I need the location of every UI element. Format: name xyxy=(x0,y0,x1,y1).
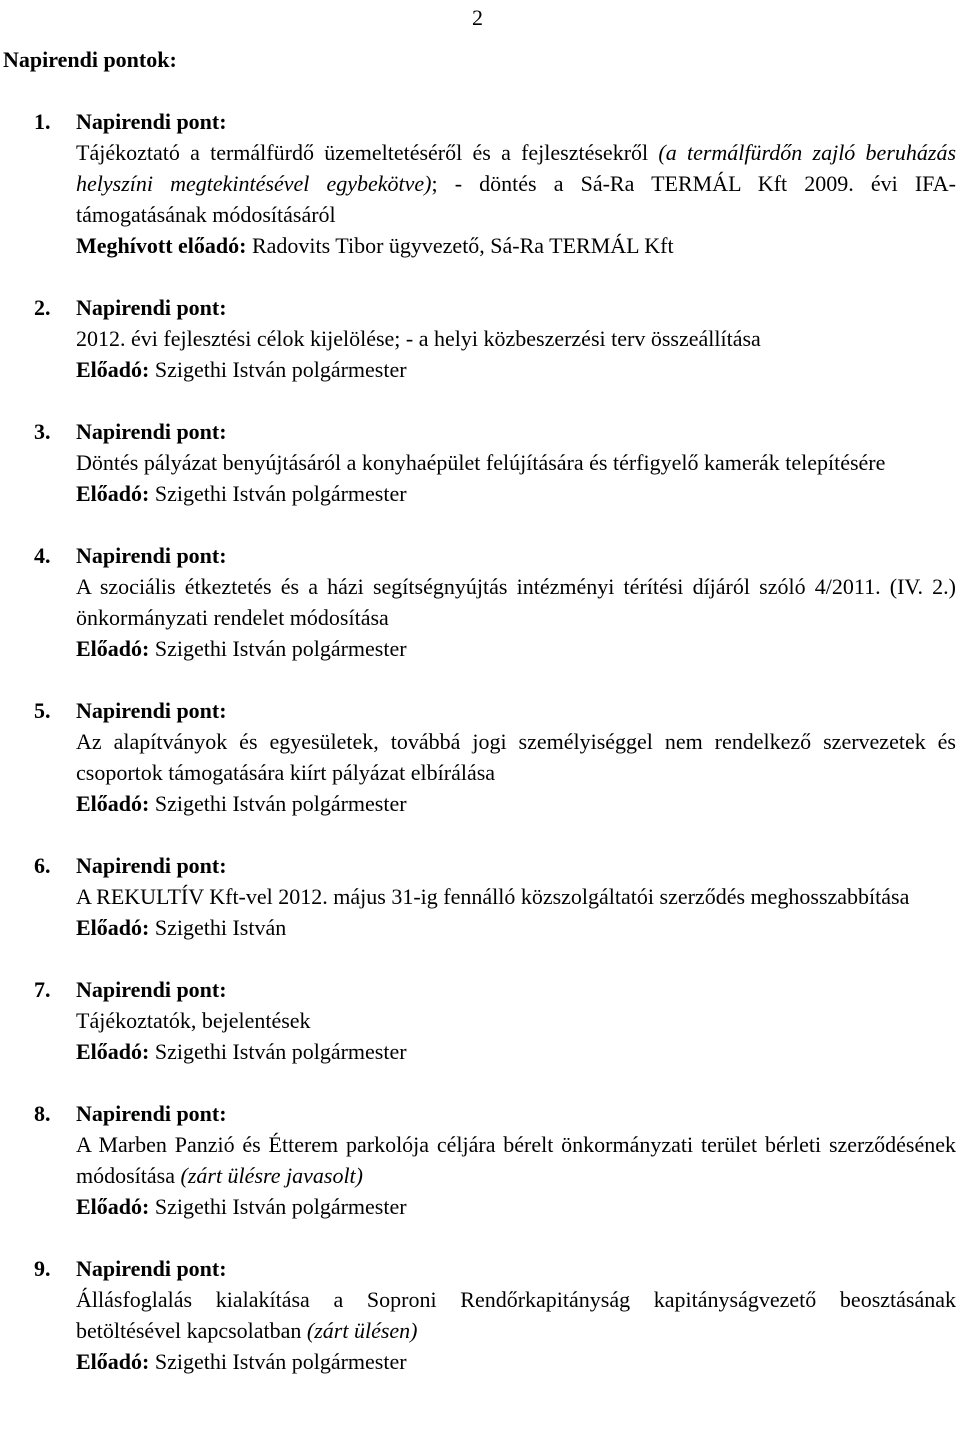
agenda-item-label: Napirendi pont: xyxy=(76,698,227,723)
agenda-list xyxy=(0,106,960,1408)
presenter-line xyxy=(76,230,960,261)
description-text: Az alapítványok és egyesületek, továbbá jogi személyiséggel nem rendelkező szervezetek és csoportok támogatására kiírt pályázat elbírálása xyxy=(76,729,956,785)
agenda-item-label: Napirendi pont: xyxy=(76,295,227,320)
agenda-item-description xyxy=(76,1005,956,1036)
description-italic-note: (zárt ülésen) xyxy=(306,1318,418,1343)
presenter-name: Szigethi István polgármester xyxy=(154,791,407,816)
presenter-label: Előadó: xyxy=(76,357,150,382)
presenter-label: Előadó: xyxy=(76,1039,150,1064)
agenda-item-description xyxy=(76,323,956,354)
agenda-item-label: Napirendi pont: xyxy=(76,543,227,568)
agenda-item xyxy=(0,106,960,261)
presenter-line xyxy=(76,478,960,509)
agenda-item-number: 5. xyxy=(34,698,51,723)
description-italic-note: (a termálfürdőn zajló beruházás helyszíni megtekintésével egybekötve) xyxy=(76,140,957,196)
description-text: Tájékoztatók, bejelentések xyxy=(76,1008,311,1033)
presenter-name: Szigethi István polgármester xyxy=(154,1039,407,1064)
agenda-item-label: Napirendi pont: xyxy=(76,853,227,878)
agenda-item-description xyxy=(76,726,956,788)
description-text: A Marben Panzió és Étterem parkolója céljára bérelt önkormányzati terület bérleti szerződésének módosítása xyxy=(76,1132,956,1188)
agenda-item xyxy=(0,416,960,509)
presenter-label: Előadó: xyxy=(76,915,150,940)
agenda-item-label: Napirendi pont: xyxy=(76,419,227,444)
agenda-item-number: 3. xyxy=(34,419,51,444)
agenda-item-label: Napirendi pont: xyxy=(76,109,227,134)
agenda-item-number: 7. xyxy=(34,977,51,1002)
agenda-item-number: 4. xyxy=(34,543,51,568)
agenda-item-number: 9. xyxy=(34,1256,51,1281)
presenter-label: Meghívott előadó: xyxy=(76,233,247,258)
agenda-item xyxy=(0,695,960,819)
agenda-item-description xyxy=(76,1129,956,1191)
agenda-heading: Napirendi pontok: xyxy=(3,47,177,72)
presenter-name: Szigethi István xyxy=(154,915,287,940)
presenter-line xyxy=(76,912,960,943)
agenda-item xyxy=(0,1098,960,1222)
description-text: 2012. évi fejlesztési célok kijelölése; - a helyi közbeszerzési terv összeállítása xyxy=(76,326,761,351)
agenda-item-description xyxy=(76,447,956,478)
agenda-item xyxy=(0,974,960,1067)
presenter-line xyxy=(76,633,960,664)
presenter-name: Szigethi István polgármester xyxy=(154,636,407,661)
agenda-item-label: Napirendi pont: xyxy=(76,977,227,1002)
presenter-label: Előadó: xyxy=(76,481,150,506)
agenda-item-label: Napirendi pont: xyxy=(76,1101,227,1126)
agenda-item-description xyxy=(76,881,956,912)
description-italic-note: (zárt ülésre javasolt) xyxy=(180,1163,363,1188)
presenter-name: Radovits Tibor ügyvezető, Sá-Ra TERMÁL Kft xyxy=(251,233,674,258)
agenda-item-number: 8. xyxy=(34,1101,51,1126)
presenter-line xyxy=(76,1036,960,1067)
agenda-item-description xyxy=(76,571,956,633)
agenda-item-label: Napirendi pont: xyxy=(76,1256,227,1281)
presenter-name: Szigethi István polgármester xyxy=(154,357,407,382)
description-text: Állásfoglalás kialakítása a Soproni Rendőrkapitányság kapitányságvezető beosztásának betöltésével kapcsolatban xyxy=(76,1287,956,1343)
presenter-name: Szigethi István polgármester xyxy=(154,481,407,506)
agenda-item xyxy=(0,850,960,943)
presenter-line xyxy=(76,354,960,385)
presenter-label: Előadó: xyxy=(76,791,150,816)
presenter-label: Előadó: xyxy=(76,636,150,661)
agenda-item-description xyxy=(76,137,956,230)
agenda-item-number: 1. xyxy=(34,109,51,134)
agenda-item-description xyxy=(76,1284,956,1346)
presenter-name: Szigethi István polgármester xyxy=(154,1349,407,1374)
presenter-label: Előadó: xyxy=(76,1194,150,1219)
presenter-name: Szigethi István polgármester xyxy=(154,1194,407,1219)
presenter-line xyxy=(76,1191,960,1222)
presenter-line xyxy=(76,1346,960,1377)
agenda-item xyxy=(0,1253,960,1377)
agenda-item-number: 6. xyxy=(34,853,51,878)
description-text: ; - döntés a Sá-Ra TERMÁL Kft 2009. évi IFA-támogatásának módosításáról xyxy=(76,171,956,227)
presenter-line xyxy=(76,788,960,819)
presenter-label: Előadó: xyxy=(76,1349,150,1374)
description-text: A szociális étkeztetés és a házi segítségnyújtás intézményi térítési díjáról szóló 4/2011. (IV. 2.) önkormányzati rendelet módosítása xyxy=(76,574,956,630)
description-text: Döntés pályázat benyújtásáról a konyhaépület felújítására és térfigyelő kamerák telepítésére xyxy=(76,450,886,475)
agenda-item xyxy=(0,540,960,664)
description-text: Tájékoztató a termálfürdő üzemeltetéséről és a fejlesztésekről xyxy=(76,140,659,165)
agenda-item-number: 2. xyxy=(34,295,51,320)
page-number: 2 xyxy=(472,5,483,30)
agenda-item xyxy=(0,292,960,385)
description-text: A REKULTÍV Kft-vel 2012. május 31-ig fennálló közszolgáltatói szerződés meghosszabbítása xyxy=(76,884,910,909)
